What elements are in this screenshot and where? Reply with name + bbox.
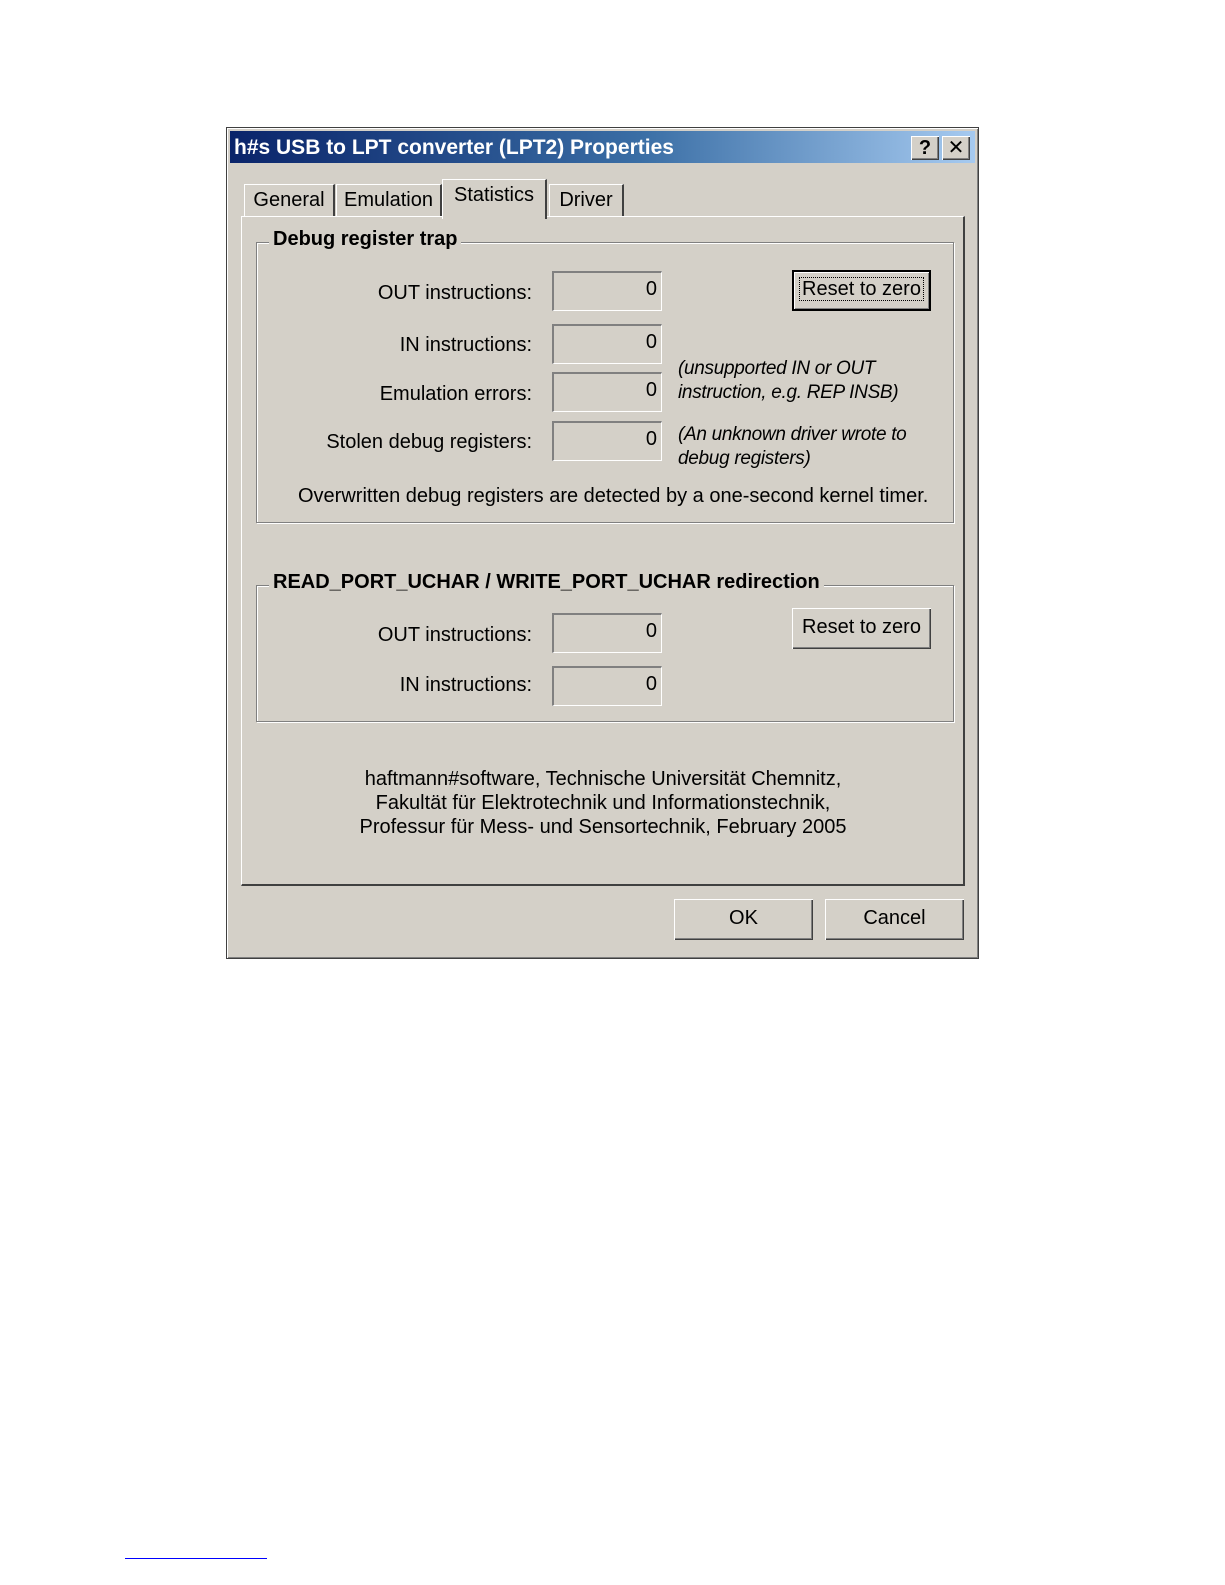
tab-driver[interactable]: Driver: [549, 184, 624, 216]
debug-out-instructions-field: 0: [552, 271, 662, 311]
redir-in-instructions-field: 0: [552, 666, 662, 706]
stolen-debug-registers-field: 0: [552, 421, 662, 461]
debug-in-instructions-field: 0: [552, 324, 662, 364]
port-redirection-group: [256, 571, 954, 722]
debug-register-trap-group: [256, 228, 954, 523]
close-icon: ✕: [947, 137, 965, 159]
unsupported-note-line2: instruction, e.g. REP INSB): [678, 382, 899, 403]
question-mark-icon: ?: [918, 137, 932, 159]
emulation-errors-field: 0: [552, 372, 662, 412]
debug-in-instructions-label: IN instructions:: [399, 334, 532, 356]
debug-out-instructions-label: OUT instructions:: [377, 282, 532, 304]
redir-reset-to-zero-button[interactable]: Reset to zero: [792, 608, 931, 649]
credits-text: [242, 767, 964, 839]
tab-general[interactable]: General: [244, 184, 335, 216]
credits-line3: Professur für Mess- und Sensortechnik, February 2005: [359, 816, 847, 838]
debug-reset-to-zero-button[interactable]: [792, 270, 931, 311]
unknown-driver-note-line1: (An unknown driver wrote to: [678, 424, 907, 445]
window-title: h#s USB to LPT converter (LPT2) Properties: [234, 136, 674, 159]
cancel-button[interactable]: Cancel: [825, 899, 964, 940]
redir-out-instructions-label: OUT instructions:: [377, 624, 532, 646]
close-button[interactable]: [942, 136, 970, 160]
emulation-errors-label: Emulation errors:: [379, 383, 532, 405]
redir-out-instructions-field: 0: [552, 613, 662, 653]
stolen-debug-registers-label: Stolen debug registers:: [326, 431, 532, 453]
unknown-driver-note-line2: debug registers): [678, 448, 811, 469]
debug-reset-label: Reset to zero: [799, 277, 924, 301]
tab-emulation[interactable]: Emulation: [336, 184, 442, 216]
redir-in-instructions-label: IN instructions:: [399, 674, 532, 696]
tab-statistics[interactable]: Statistics: [442, 179, 547, 219]
ok-button[interactable]: OK: [674, 899, 813, 940]
help-button[interactable]: [911, 136, 939, 160]
debug-group-title: Debug register trap: [269, 228, 461, 251]
kernel-timer-info: Overwritten debug registers are detected by a one-second kernel timer.: [298, 485, 929, 507]
credits-line2: Fakultät für Elektrotechnik und Informationstechnik,: [375, 792, 831, 814]
unsupported-note-line1: (unsupported IN or OUT: [678, 358, 876, 379]
redirection-group-title: READ_PORT_UCHAR / WRITE_PORT_UCHAR redirection: [269, 571, 824, 594]
properties-dialog: [226, 127, 979, 959]
statistics-panel: [241, 216, 965, 886]
credits-line1: haftmann#software, Technische Universität Chemnitz,: [364, 768, 842, 790]
title-bar[interactable]: [230, 131, 975, 163]
footnote-link-underline: [125, 1558, 267, 1559]
